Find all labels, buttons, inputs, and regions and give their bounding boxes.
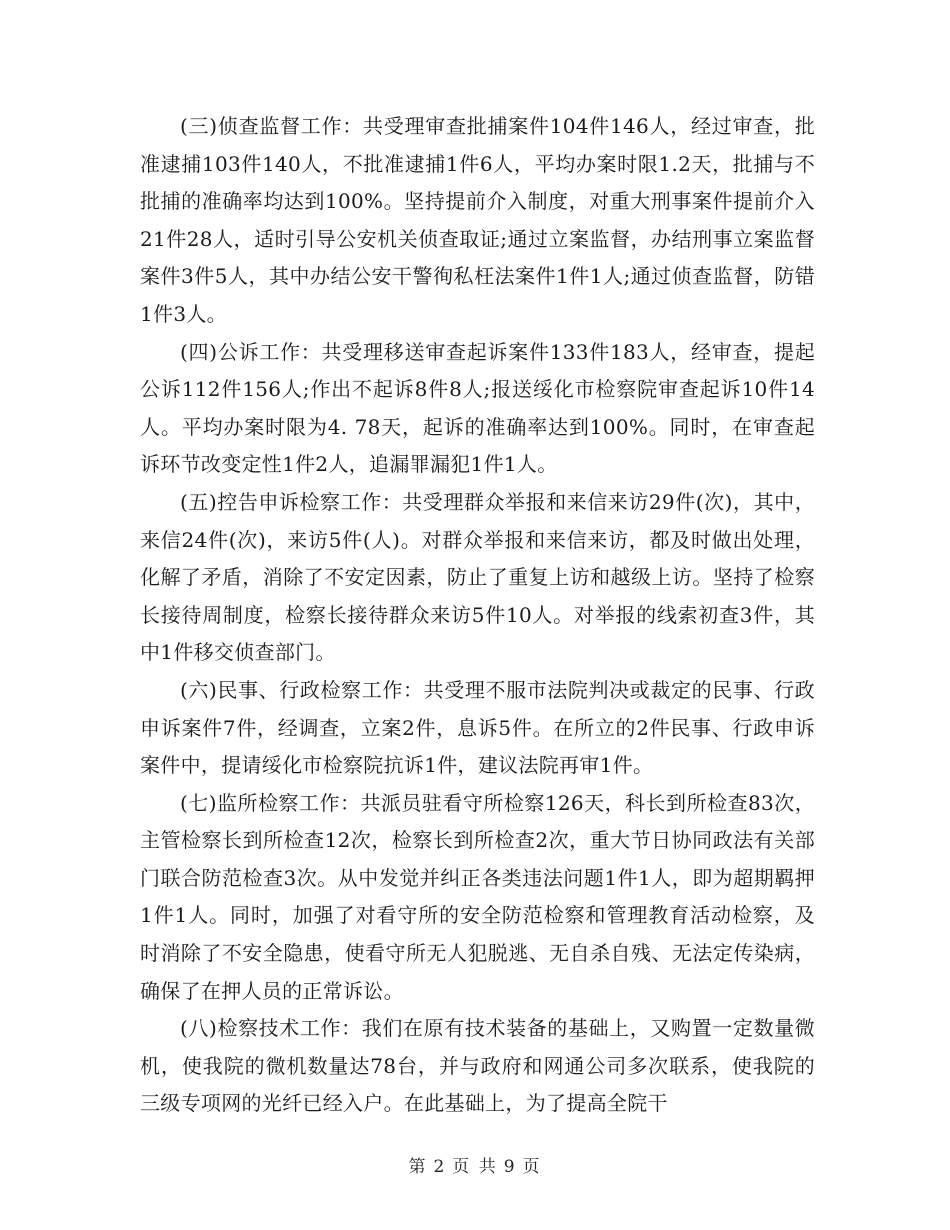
paragraph-complaint-appeal: (五)控告申诉检察工作：共受理群众举报和来信来访29件(次)，其中，来信24件(次)，来访5件(人)。对群众举报和来信来访，都及时做出处理，化解了矛盾，消除了不安定因素，防止了重复上访和越级上访。坚持了检察长接待周制度，检察长接待群众来访5件10人。对举报的线索初查3件，其中1件移交侦查部门。 (140, 489, 815, 665)
page-number-footer (0, 1152, 950, 1177)
paragraph-civil-administrative: (六)民事、行政检察工作：共受理不服市法院判决或裁定的民事、行政申诉案件7件，经调查，立案2件，息诉5件。在所立的2件民事、行政申诉案件中，提请绥化市检察院抗诉1件，建议法院再审1件。 (140, 677, 815, 778)
footer-current-page: 2 (433, 1157, 447, 1177)
footer-middle: 页 共 (452, 1157, 498, 1177)
footer-suffix: 页 (522, 1157, 542, 1177)
paragraph-procuratorial-technology: (八)检察技术工作：我们在原有技术装备的基础上，又购置一定数量微机，使我院的微机数量达78台，并与政府和网通公司多次联系，使我院的三级专项网的光纤已经入户。在此基础上，为了提高全院干 (140, 1016, 815, 1116)
footer-prefix: 第 (408, 1157, 428, 1177)
paragraph-public-prosecution: (四)公诉工作：共受理移送审查起诉案件133件183人，经审查，提起公诉112件156人;作出不起诉8件8人;报送绥化市检察院审查起诉10件14人。平均办案时限为4. 78天，起诉的准确率达到100%。同时，在审查起诉环节改变定性1件2人，追漏罪漏犯1件1人。 (140, 339, 815, 477)
document-body (140, 108, 815, 1123)
paragraph-investigation-supervision: (三)侦查监督工作：共受理审查批捕案件104件146人，经过审查，批准逮捕103件140人，不批准逮捕1件6人，平均办案时限1.2天，批捕与不批捕的准确率均达到100%。坚持提前介入制度，对重大刑事案件提前介入21件28人，适时引导公安机关侦查取证;通过立案监督，办结刑事立案监督案件3件5人，其中办结公安干警徇私枉法案件1件1人;通过侦查监督，防错1件3人。 (140, 114, 815, 326)
paragraph-detention-supervision: (七)监所检察工作：共派员驻看守所检察126天，科长到所检查83次，主管检察长到所检查12次，检察长到所检查2次，重大节日协同政法有关部门联合防范检查3次。从中发觉并纠正各类违法问题1件1人，即为超期羁押1件1人。同时，加强了对看守所的安全防范检察和管理教育活动检察，及时消除了不安全隐患，使看守所无人犯脱逃、无自杀自残、无法定传染病，确保了在押人员的正常诉讼。 (140, 790, 815, 1003)
footer-total-pages: 9 (503, 1157, 517, 1177)
